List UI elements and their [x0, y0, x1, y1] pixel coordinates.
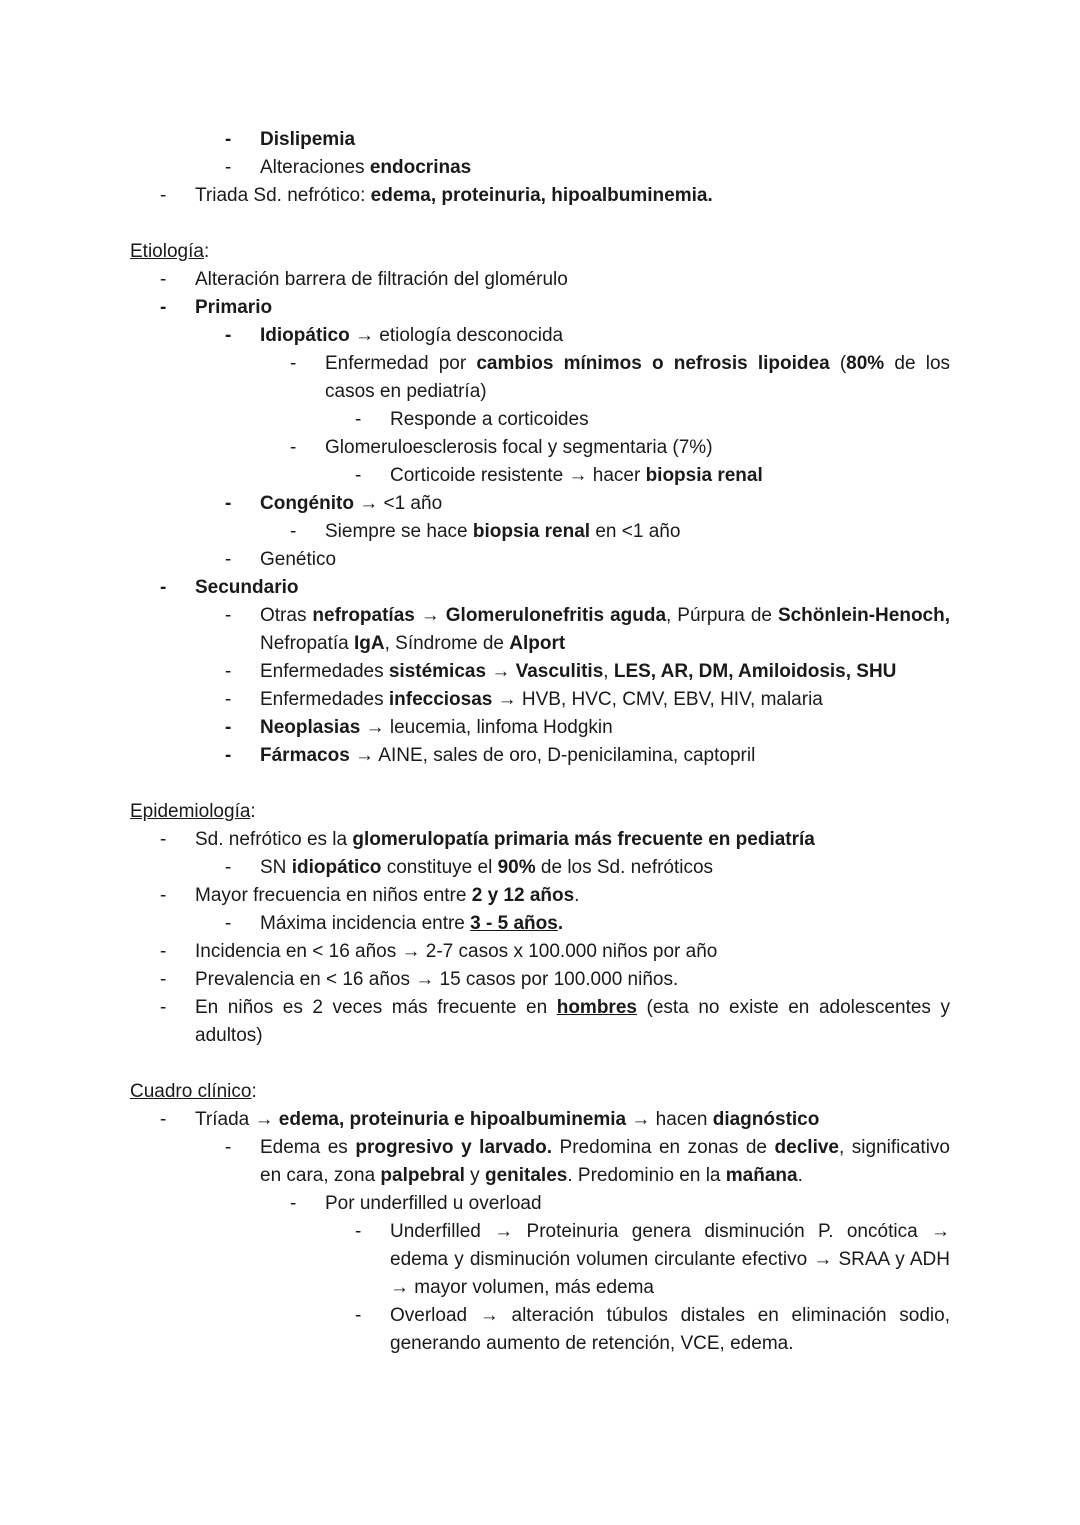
list-item: [130, 1218, 950, 1302]
text-segment: Triada Sd. nefrótico:: [195, 185, 371, 206]
list-item: [130, 602, 950, 658]
list-item: [130, 294, 950, 322]
text-segment: En niños es 2 veces más frecuente en: [195, 997, 557, 1018]
text-segment: →: [486, 661, 516, 682]
text-segment: (: [829, 353, 847, 374]
text-segment: ,: [603, 661, 614, 682]
item-text: [260, 126, 950, 154]
text-segment: Idiopático: [260, 325, 350, 346]
text-segment: Fármacos: [260, 745, 350, 766]
list-item: [130, 1106, 950, 1134]
list-item: [130, 126, 950, 154]
text-segment: Etiología: [130, 241, 204, 262]
text-segment: :: [251, 1081, 257, 1102]
list-item: [130, 1190, 950, 1218]
item-text: [260, 546, 950, 574]
text-segment: . Predominio en la: [567, 1165, 726, 1186]
text-segment: diagnóstico: [712, 1109, 820, 1130]
text-segment: constituye el: [381, 857, 498, 878]
item-text: [195, 938, 950, 966]
text-segment: cambios mínimos o nefrosis lipoidea: [476, 353, 830, 374]
text-segment: biopsia renal: [472, 521, 591, 542]
item-text: [325, 518, 950, 546]
bullet-dash: -: [225, 129, 232, 150]
text-segment: idiopático: [291, 857, 382, 878]
bullet-dash: -: [225, 913, 232, 934]
item-text: [390, 1302, 950, 1358]
text-segment: Secundario: [195, 577, 299, 598]
list-item: [130, 854, 950, 882]
section-heading: [130, 238, 950, 266]
text-segment: IgA: [354, 633, 385, 654]
bullet-dash: -: [160, 941, 167, 962]
text-segment: , Síndrome de: [384, 633, 510, 654]
text-segment: Dislipemia: [260, 129, 356, 150]
text-segment: sistémicas: [388, 661, 487, 682]
text-segment: .: [797, 1165, 803, 1186]
text-segment: de los casos en pediatría): [325, 353, 951, 402]
text-segment: endocrinas: [369, 157, 472, 178]
item-text: [195, 994, 950, 1050]
list-item: [130, 546, 950, 574]
bullet-dash: -: [160, 1109, 167, 1130]
list-item: [130, 938, 950, 966]
text-segment: progresivo y larvado.: [355, 1137, 553, 1158]
list-item: [130, 182, 950, 210]
item-text: [195, 574, 950, 602]
item-text: [260, 322, 950, 350]
list-item: [130, 154, 950, 182]
text-segment: → <1 año: [353, 493, 443, 514]
text-segment: Alteración barrera de filtración del glomérulo: [195, 269, 568, 290]
blank-line: [130, 210, 950, 238]
text-segment: Alport: [509, 633, 566, 654]
list-item: [130, 322, 950, 350]
text-segment: Congénito: [260, 493, 354, 514]
list-item: [130, 1134, 950, 1190]
text-segment: → etiología desconocida: [349, 325, 564, 346]
text-segment: y: [464, 1165, 485, 1186]
text-segment: Otras: [260, 605, 313, 626]
text-segment: .: [574, 885, 580, 906]
text-segment: Edema es: [260, 1137, 356, 1158]
section-heading: [130, 1078, 950, 1106]
text-segment: Overload → alteración túbulos distales en eliminación sodio, generando aumento de retención, VCE, edema.: [390, 1305, 950, 1354]
text-segment: :: [203, 241, 210, 262]
text-segment: Neoplasias: [260, 717, 361, 738]
list-item: [130, 266, 950, 294]
text-segment: 80%: [846, 353, 885, 374]
text-segment: , Púrpura de: [666, 605, 778, 626]
text-segment: Alteraciones: [260, 157, 370, 178]
text-segment: mañana: [725, 1165, 798, 1186]
bullet-dash: -: [355, 465, 362, 486]
bullet-dash: -: [290, 353, 297, 374]
text-segment: Predomina en zonas de: [552, 1137, 775, 1158]
text-segment: Sd. nefrótico es la: [195, 829, 353, 850]
text-segment: palpebral: [380, 1165, 465, 1186]
text-segment: declive: [774, 1137, 839, 1158]
item-text: [325, 434, 950, 462]
list-item: [130, 406, 950, 434]
bullet-dash: -: [355, 409, 362, 430]
list-item: [130, 714, 950, 742]
item-text: [260, 910, 950, 938]
list-item: [130, 994, 950, 1050]
bullet-dash: -: [160, 269, 167, 290]
bullet-dash: -: [225, 157, 232, 178]
bullet-dash: -: [160, 297, 167, 318]
bullet-dash: -: [225, 661, 232, 682]
item-text: [195, 294, 950, 322]
item-text: [325, 1190, 950, 1218]
bullet-dash: -: [290, 437, 297, 458]
text-segment: Nefropatía: [260, 633, 354, 654]
text-segment: Prevalencia en < 16 años → 15 casos por 100.000 niños.: [195, 969, 679, 990]
text-segment: Incidencia en < 16 años → 2-7 casos x 100.000 niños por año: [195, 941, 718, 962]
text-segment: (esta no existe en adolescentes y adultos): [195, 997, 950, 1046]
text-segment: infecciosas: [388, 689, 493, 710]
text-segment: Responde a corticoides: [390, 409, 589, 430]
item-text: [390, 1218, 950, 1302]
bullet-dash: -: [355, 1305, 362, 1326]
text-segment: Schönlein-Henoch,: [777, 605, 951, 626]
list-item: [130, 742, 950, 770]
list-item: [130, 826, 950, 854]
item-text: [195, 826, 950, 854]
text-segment: 3 - 5 años: [470, 913, 558, 934]
item-text: [260, 1134, 950, 1190]
item-text: [195, 966, 950, 994]
list-item: [130, 518, 950, 546]
text-segment: Cuadro clínico: [130, 1081, 252, 1102]
text-segment: Mayor frecuencia en niños entre: [195, 885, 472, 906]
item-text: [260, 154, 950, 182]
list-item: [130, 434, 950, 462]
text-segment: 90%: [497, 857, 536, 878]
bullet-dash: -: [225, 689, 232, 710]
bullet-dash: -: [225, 325, 232, 346]
text-segment: 2 y 12 años: [471, 885, 575, 906]
item-text: [260, 658, 950, 686]
bullet-dash: -: [160, 829, 167, 850]
text-segment: nefropatías → Glomerulonefritis aguda: [312, 605, 667, 626]
bullet-dash: -: [225, 717, 232, 738]
text-segment: biopsia renal: [645, 465, 763, 486]
item-text: [195, 1106, 950, 1134]
text-segment: SN: [260, 857, 292, 878]
bullet-dash: -: [225, 549, 232, 570]
item-text: [390, 462, 950, 490]
bullet-dash: -: [160, 969, 167, 990]
list-item: [130, 350, 950, 406]
document-body: [130, 126, 950, 1358]
item-text: [260, 490, 950, 518]
list-item: [130, 1302, 950, 1358]
bullet-dash: -: [160, 185, 167, 206]
bullet-dash: -: [225, 605, 232, 626]
list-item: [130, 658, 950, 686]
text-segment: Enfermedades: [260, 689, 389, 710]
item-text: [260, 854, 950, 882]
text-segment: , significativo en cara, zona: [260, 1137, 951, 1186]
text-segment: Epidemiología: [130, 801, 251, 822]
bullet-dash: -: [225, 493, 232, 514]
item-text: [390, 406, 950, 434]
item-text: [260, 714, 950, 742]
bullet-dash: -: [355, 1221, 362, 1242]
item-text: [325, 350, 950, 406]
list-item: [130, 882, 950, 910]
text-segment: .: [557, 913, 564, 934]
text-segment: Underfilled → Proteinuria genera disminución P. oncótica → edema y disminución volumen circulante efectivo → SRAA y ADH → mayor volumen, más edema: [390, 1221, 950, 1298]
text-segment: Primario: [195, 297, 273, 318]
text-segment: de los Sd. nefróticos: [535, 857, 714, 878]
text-segment: Genético: [260, 549, 337, 570]
text-segment: glomerulopatía primaria más frecuente en pediatría: [352, 829, 815, 850]
text-segment: LES, AR, DM, Amiloidosis, SHU: [613, 661, 897, 682]
list-item: [130, 910, 950, 938]
text-segment: edema, proteinuria e hipoalbuminemia: [278, 1109, 627, 1130]
bullet-dash: -: [290, 521, 297, 542]
text-segment: Tríada →: [195, 1109, 279, 1130]
item-text: [195, 882, 950, 910]
blank-line: [130, 770, 950, 798]
text-segment: :: [250, 801, 256, 822]
blank-line: [130, 1050, 950, 1078]
text-segment: genitales: [484, 1165, 568, 1186]
item-text: [260, 686, 950, 714]
bullet-dash: -: [290, 1193, 297, 1214]
text-segment: Por underfilled u overload: [325, 1193, 542, 1214]
list-item: [130, 490, 950, 518]
text-segment: Enfermedades: [260, 661, 389, 682]
list-item: [130, 462, 950, 490]
text-segment: → HVB, HVC, CMV, EBV, HIV, malaria: [492, 689, 823, 710]
text-segment: Glomeruloesclerosis focal y segmentaria (7%): [325, 437, 713, 458]
bullet-dash: -: [225, 857, 232, 878]
item-text: [195, 182, 950, 210]
section-heading: [130, 798, 950, 826]
bullet-dash: -: [160, 997, 167, 1018]
text-segment: en <1 año: [590, 521, 681, 542]
bullet-dash: -: [225, 745, 232, 766]
list-item: [130, 686, 950, 714]
bullet-dash: -: [160, 577, 167, 598]
list-item: [130, 574, 950, 602]
text-segment: → AINE, sales de oro, D-penicilamina, captopril: [349, 745, 756, 766]
text-segment: Corticoide resistente → hacer: [390, 465, 646, 486]
text-segment: edema, proteinuria, hipoalbuminemia.: [370, 185, 713, 206]
item-text: [260, 742, 950, 770]
text-segment: hombres: [556, 997, 637, 1018]
list-item: [130, 966, 950, 994]
item-text: [260, 602, 950, 658]
item-text: [195, 266, 950, 294]
text-segment: Siempre se hace: [325, 521, 473, 542]
text-segment: → hacen: [626, 1109, 713, 1130]
bullet-dash: -: [160, 885, 167, 906]
bullet-dash: -: [225, 1137, 232, 1158]
text-segment: Vasculitis: [515, 661, 604, 682]
text-segment: Enfermedad por: [325, 353, 477, 374]
text-segment: → leucemia, linfoma Hodgkin: [360, 717, 613, 738]
text-segment: Máxima incidencia entre: [260, 913, 471, 934]
